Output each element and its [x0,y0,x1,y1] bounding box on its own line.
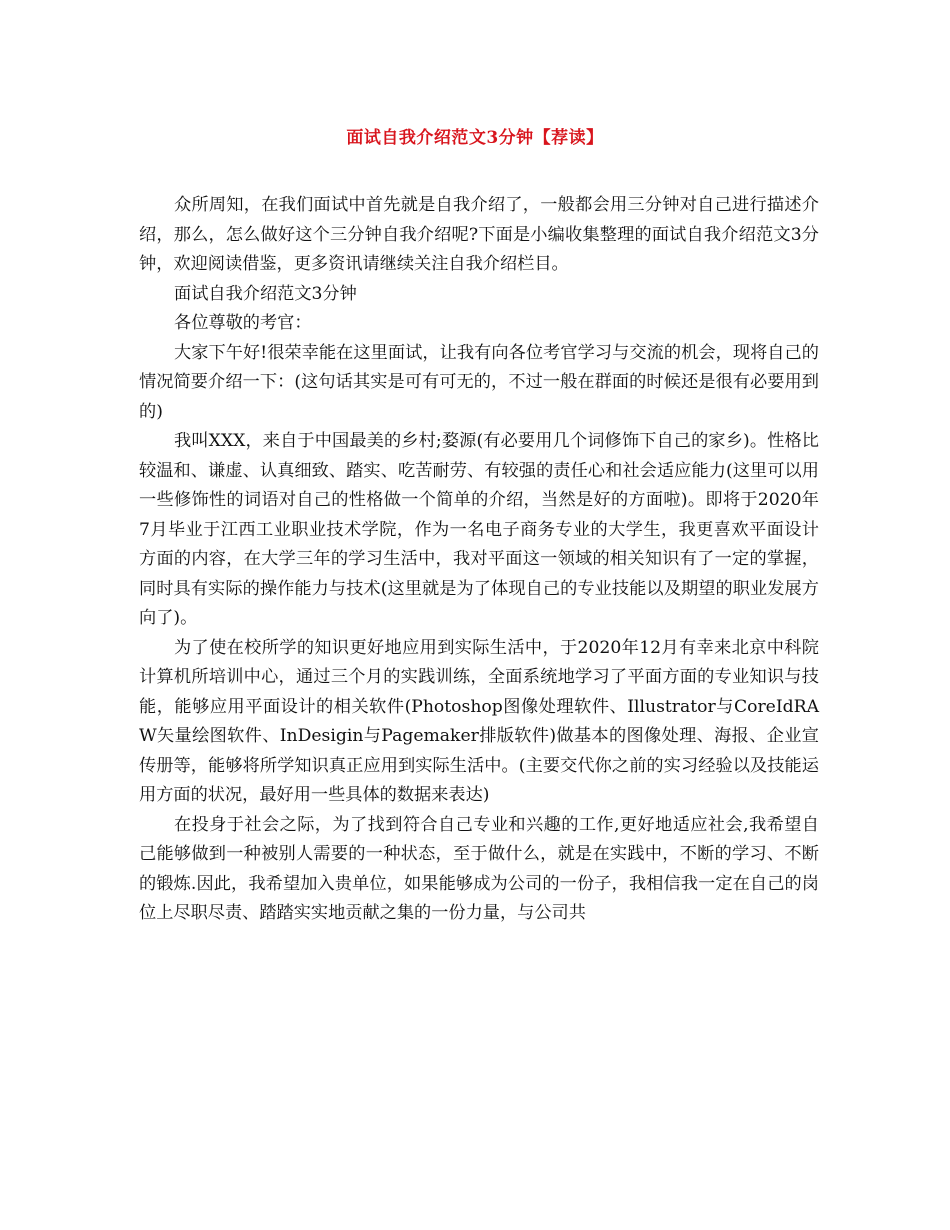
paragraph-intro: 众所周知，在我们面试中首先就是自我介绍了，一般都会用三分钟对自己进行描述介绍，那么，怎么做好这个三分钟自我介绍呢?下面是小编收集整理的面试自我介绍范文3分钟，欢迎阅读借鉴，更多资讯请继续关注自我介绍栏目。 [139,195,819,274]
paragraph-training: 为了使在校所学的知识更好地应用到实际生活中，于2020年12月有幸来北京中科院计算机所培训中心，通过三个月的实践训练，全面系统地学习了平面方面的专业知识与技能，能够应用平面设计的相关软件(Photoshop图像处理软件、Illustrator与CoreIdRAW矢量绘图软件、InDesigin与Pagemaker排版软件)做基本的图像处理、海报、企业宣传册等，能够将所学知识真正应用到实际生活中。(主要交代你之前的实习经验以及技能运用方面的状况，最好用一些具体的数据来表达) [139,637,819,805]
paragraph-salutation: 各位尊敬的考官： [174,313,312,333]
paragraph-aspiration: 在投身于社会之际，为了找到符合自己专业和兴趣的工作,更好地适应社会,我希望自己能够做到一种被别人需要的一种状态，至于做什么，就是在实践中，不断的学习、不断的锻炼.因此，我希望加入贵单位，如果能够成为公司的一份子，我相信我一定在自己的岗位上尽职尽责、踏踏实实地贡献之集的一份力量，与公司共 [139,814,819,923]
document-title: 面试自我介绍范文3分钟【荐读】 [346,128,604,148]
paragraph-greeting: 大家下午好!很荣幸能在这里面试，让我有向各位考官学习与交流的机会，现将自己的情况简要介绍一下：(这句话其实是可有可无的，不过一般在群面的时候还是很有必要用到的) [139,342,819,422]
paragraph-personal-info: 我叫XXX，来自于中国最美的乡村;婺源(有必要用几个词修饰下自己的家乡)。性格比较温和、谦虚、认真细致、踏实、吃苦耐劳、有较强的责任心和社会适应能力(这里可以用一些修饰性的词语对自己的性格做一个简单的介绍，当然是好的方面啦)。即将于2020年7月毕业于江西工业职业技术学院，作为一名电子商务专业的大学生，我更喜欢平面设计方面的内容，在大学三年的学习生活中，我对平面这一领域的相关知识有了一定的掌握，同时具有实际的操作能力与技术(这里就是为了体现自己的专业技能以及期望的职业发展方向了)。 [139,431,819,628]
paragraph-subtitle: 面试自我介绍范文3分钟 [174,283,357,304]
document-body [139,191,819,929]
